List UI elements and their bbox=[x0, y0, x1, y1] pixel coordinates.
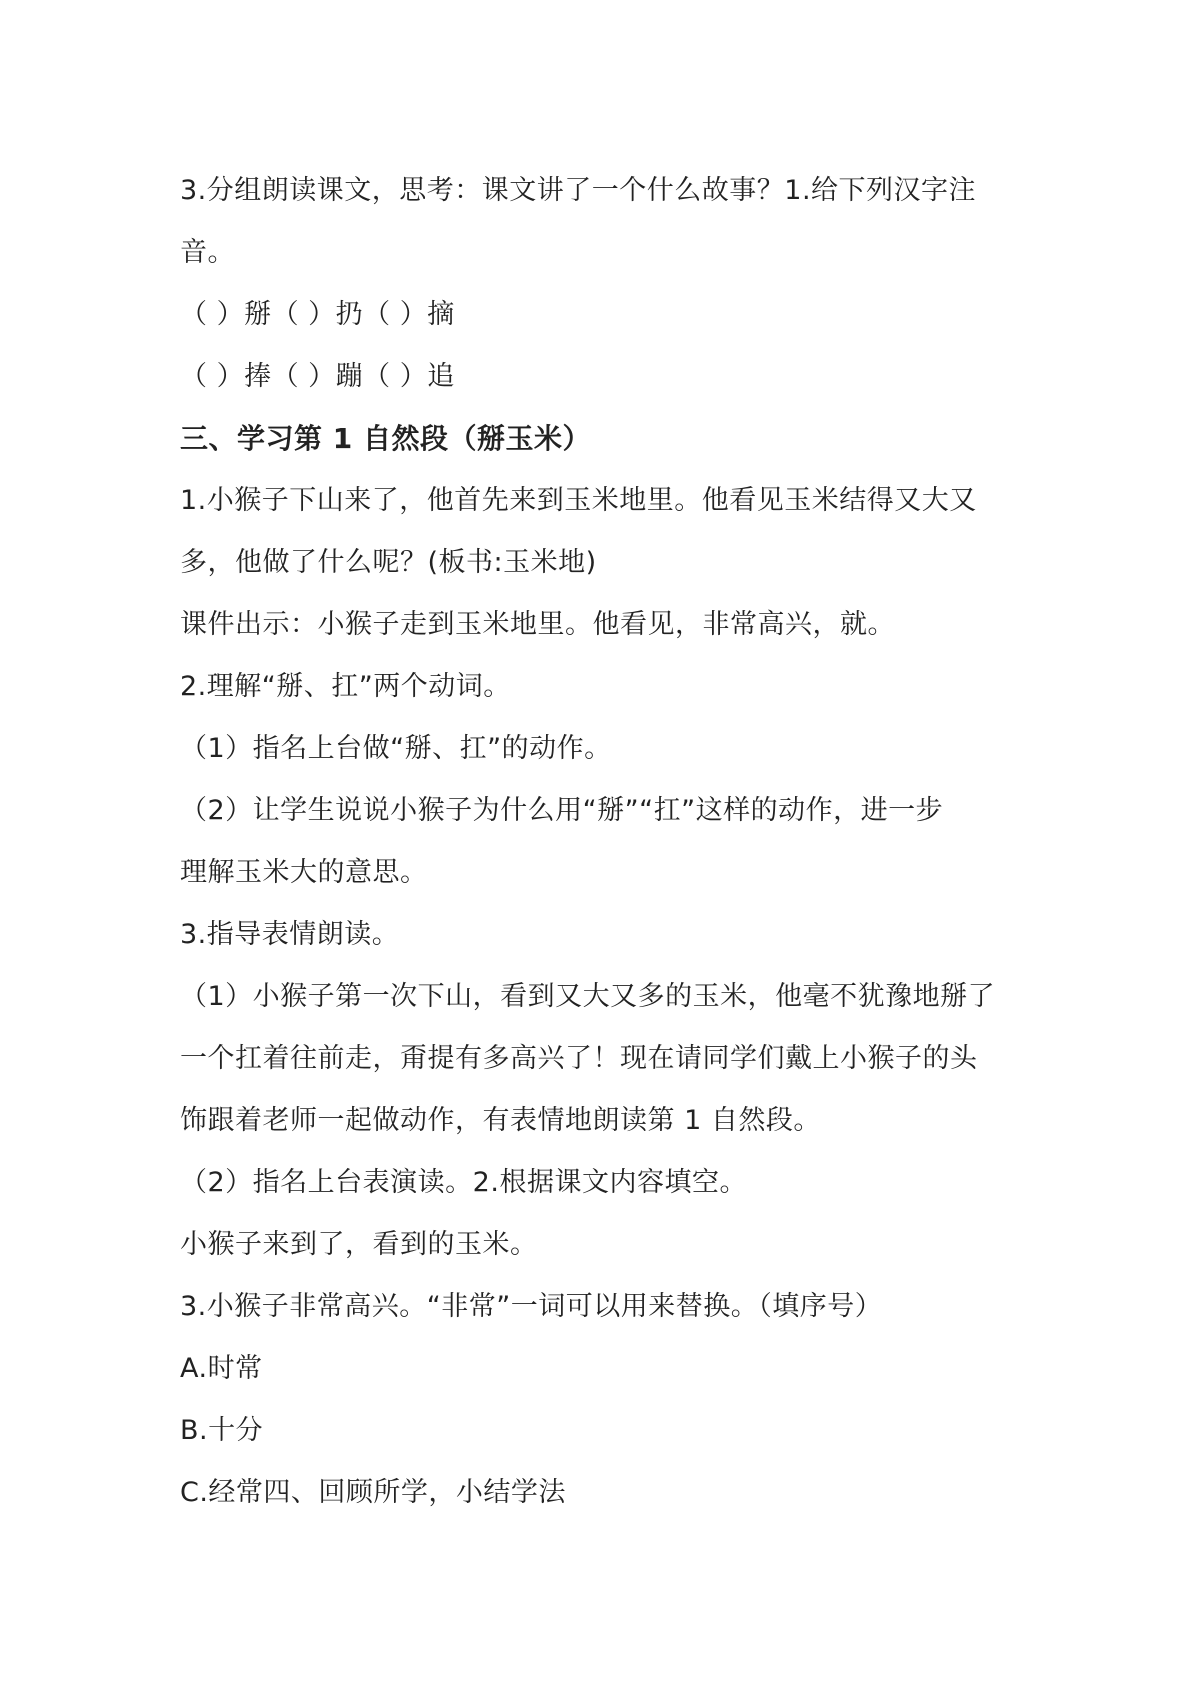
option-a: A.时常 bbox=[180, 1353, 263, 1384]
text-line: 2.理解“掰、扛”两个动词。 bbox=[180, 671, 511, 702]
text-line: 理解玉米大的意思。 bbox=[180, 857, 428, 888]
text-line: 3.指导表情朗读。 bbox=[180, 919, 400, 950]
text-line: （ ）掰（ ）扔（ ）摘 bbox=[180, 299, 455, 330]
text-line: 课件出示：小猴子走到玉米地里。他看见，非常高兴，就。 bbox=[180, 609, 895, 640]
text-line: 饰跟着老师一起做动作，有表情地朗读第 1 自然段。 bbox=[180, 1105, 821, 1136]
document-body bbox=[180, 160, 1020, 1524]
text-line: 音。 bbox=[180, 237, 235, 268]
text-line: 多，他做了什么呢？(板书:玉米地) bbox=[180, 547, 597, 578]
text-line: 3.分组朗读课文，思考：课文讲了一个什么故事？1.给下列汉字注 bbox=[180, 175, 977, 206]
text-line: 一个扛着往前走，甭提有多高兴了！现在请同学们戴上小猴子的头 bbox=[180, 1043, 978, 1074]
text-line: （2）指名上台表演读。2.根据课文内容填空。 bbox=[180, 1167, 747, 1198]
option-b: B.十分 bbox=[180, 1415, 264, 1446]
text-line: （ ）捧（ ）蹦（ ）追 bbox=[180, 361, 455, 392]
text-line: （1）指名上台做“掰、扛”的动作。 bbox=[180, 733, 612, 764]
text-line: （1）小猴子第一次下山，看到又大又多的玉米，他毫不犹豫地掰了 bbox=[180, 981, 996, 1012]
option-c: C.经常四、回顾所学，小结学法 bbox=[180, 1477, 566, 1508]
text-line: 3.小猴子非常高兴。“非常”一词可以用来替换。（填序号） bbox=[180, 1291, 883, 1322]
text-line: 小猴子来到了，看到的玉米。 bbox=[180, 1229, 538, 1260]
text-line: （2）让学生说说小猴子为什么用“掰”“扛”这样的动作，进一步 bbox=[180, 795, 944, 826]
section-heading: 三、学习第 1 自然段（掰玉米） bbox=[180, 422, 591, 455]
text-line: 1.小猴子下山来了，他首先来到玉米地里。他看见玉米结得又大又 bbox=[180, 485, 977, 516]
